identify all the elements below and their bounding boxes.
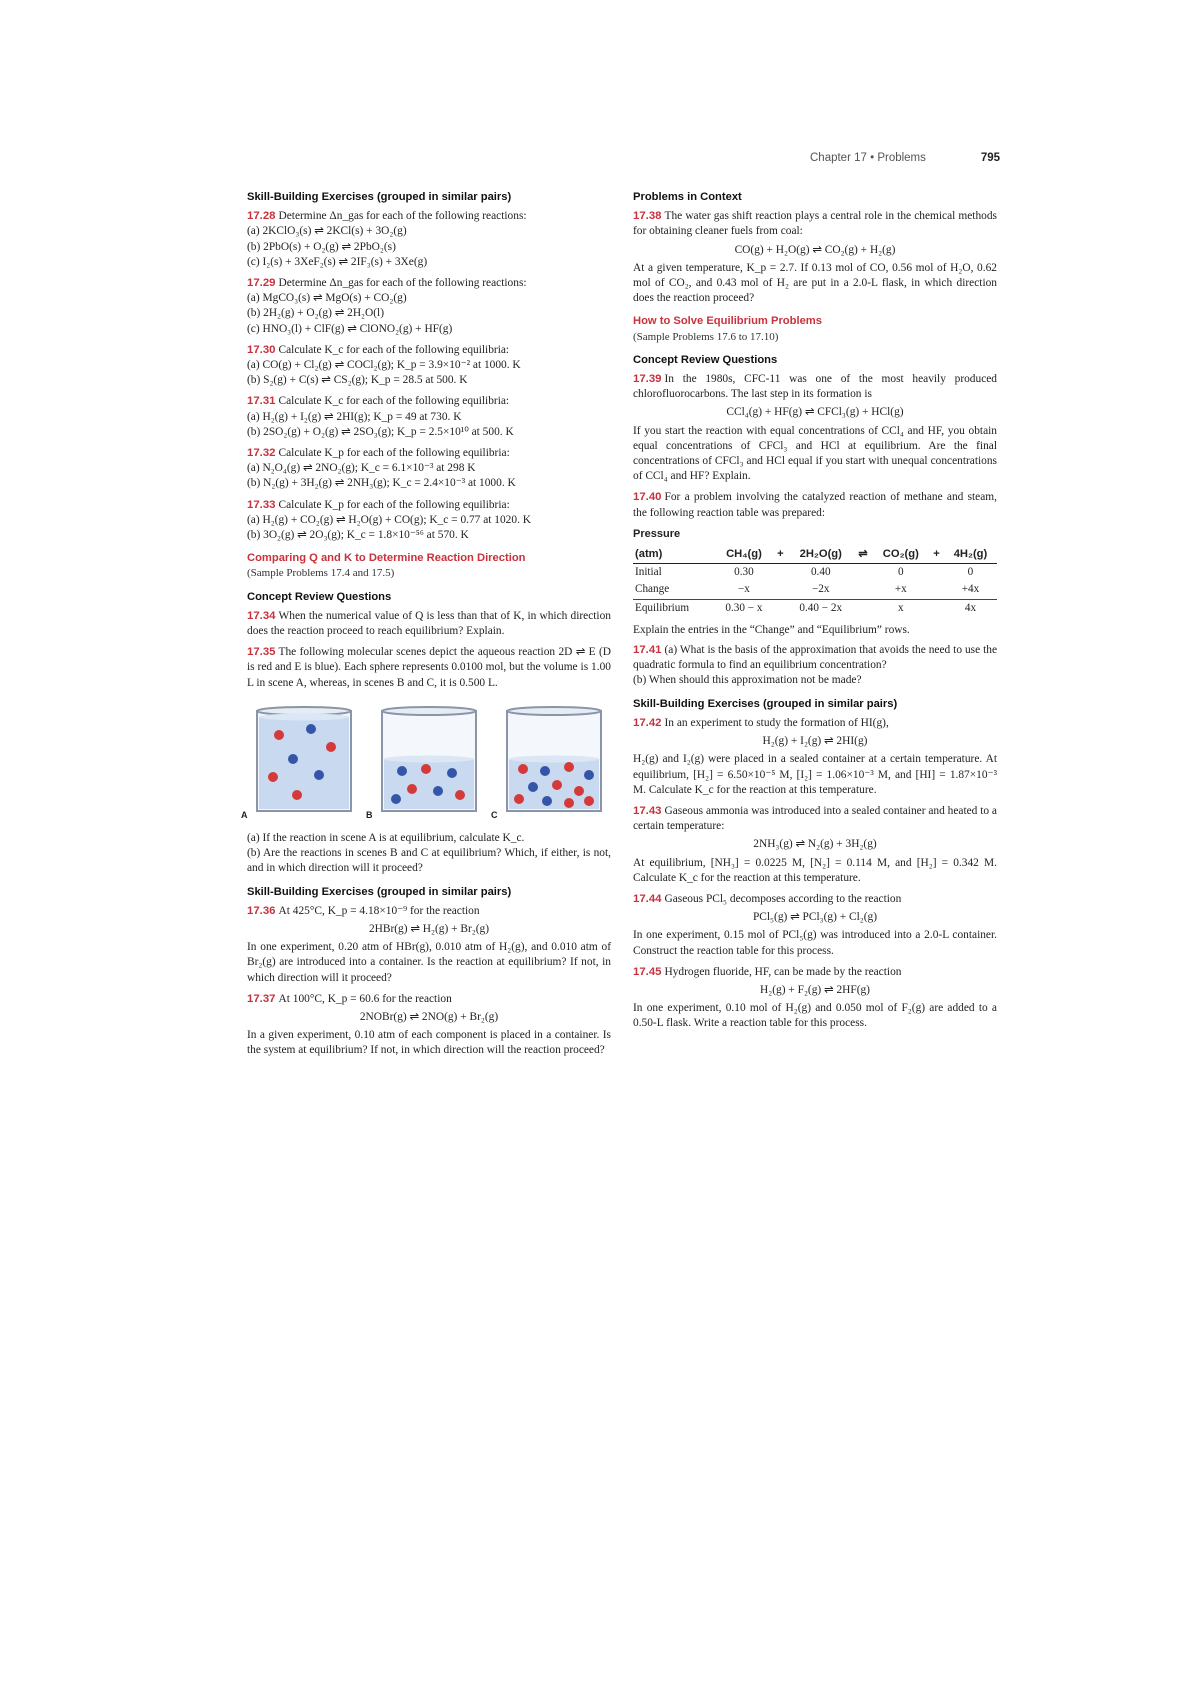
problem-text: In the 1980s, CFC-11 was one of the most heavily produced chlorofluorocarbons. The last step in its formation is — [633, 373, 997, 401]
table-cell — [773, 581, 788, 599]
problem-number: 17.31 — [247, 395, 276, 408]
section-heading: Problems in Context — [633, 191, 742, 203]
problem-part: (a) MgCO₃(s) ⇌ MgO(s) + CO₂(g) — [247, 292, 407, 305]
problem-17-28 — [247, 209, 611, 270]
problem-text: The water gas shift reaction plays a central role in the chemical methods for obtaining cleaner fuels from coal: — [633, 210, 997, 238]
table-header-cell: 2H₂O(g) — [788, 546, 854, 564]
problem-17-32 — [247, 446, 611, 492]
problem-17-38 — [633, 209, 997, 306]
section-heading: Skill-Building Exercises (grouped in similar pairs) — [247, 191, 512, 203]
problem-text: At 425°C, K_p = 4.18×10⁻⁹ for the reaction — [278, 904, 480, 917]
problem-text: Gaseous PCl₅ decomposes according to the reaction — [664, 892, 902, 905]
table-cell — [773, 599, 788, 617]
table-cell: 0 — [898, 566, 904, 579]
problem-number: 17.42 — [633, 716, 662, 729]
page-number: 795 — [980, 152, 1000, 164]
problem-17-37 — [247, 992, 611, 1059]
section-note: (Sample Problems 17.4 and 17.5) — [247, 567, 395, 580]
problem-17-30 — [247, 343, 611, 389]
problem-17-35-parts — [247, 831, 611, 877]
reaction-equation: 2HBr(g) ⇌ H₂(g) + Br₂(g) — [368, 922, 490, 935]
table-header-cell: + — [929, 546, 944, 564]
table-pressure-label: Pressure — [633, 527, 681, 540]
problem-text: In a given experiment, 0.10 atm of each component is placed in a container. Is the system at equilibrium? If not, in which direction will the reaction proceed? — [247, 1029, 611, 1057]
problem-number: 17.36 — [247, 904, 276, 917]
problem-text: For a problem involving the catalyzed reaction of methane and steam, the following reaction table was prepared: — [633, 491, 997, 519]
problem-part: (b) 2PbO(s) + O₂(g) ⇌ 2PbO₂(s) — [247, 240, 396, 253]
problem-17-35 — [247, 645, 611, 691]
problem-number: 17.32 — [247, 447, 276, 460]
problem-number: 17.39 — [633, 373, 662, 386]
table-cell — [854, 581, 873, 599]
problem-part: (b) S₂(g) + C(s) ⇌ CS₂(g); K_p = 28.5 at 500. K — [247, 374, 468, 387]
beaker-label: B — [366, 809, 373, 820]
reaction-equation: H₂(g) + I₂(g) ⇌ 2HI(g) — [762, 735, 868, 748]
problem-text: Calculate K_c for each of the following equilibria: — [278, 395, 510, 408]
problem-text: Calculate K_c for each of the following equilibria: — [278, 343, 510, 356]
table-header-cell: + — [773, 546, 788, 564]
table-row — [633, 599, 997, 617]
problem-17-39 — [633, 372, 997, 484]
problem-17-36 — [247, 904, 611, 986]
problem-part: (a) H₂(g) + I₂(g) ⇌ 2HI(g); K_p = 49 at 730. K — [247, 410, 462, 423]
table-header-cell: (atm) — [633, 546, 715, 564]
problem-17-44 — [633, 892, 997, 959]
problem-text: When the numerical value of Q is less than that of K, in which direction does the reaction proceed to reach equilibrium? Explain. — [247, 609, 611, 638]
beaker-scene-c — [491, 703, 609, 821]
problem-part: (a) If the reaction in scene A is at equilibrium, calculate K_c. — [247, 831, 525, 844]
right-column — [633, 182, 997, 1038]
table-cell: Equilibrium — [633, 599, 715, 617]
beaker-b-illustration — [374, 703, 484, 821]
table-cell: 4x — [944, 599, 997, 617]
problem-part: (a) H₂(g) + CO₂(g) ⇌ H₂O(g) + CO(g); K_c = 0.77 at 1020. K — [247, 513, 531, 526]
section-heading: Skill-Building Exercises (grouped in similar pairs) — [633, 697, 898, 710]
problem-number: 17.29 — [247, 277, 276, 290]
problem-part: (b) 3O₂(g) ⇌ 2O₃(g); K_c = 1.8×10⁻⁵⁶ at 570. K — [247, 529, 469, 542]
problem-part: (b) 2H₂(g) + O₂(g) ⇌ 2H₂O(l) — [247, 307, 385, 320]
problem-part: (a) 2KClO₃(s) ⇌ 2KCl(s) + 3O₂(g) — [247, 225, 407, 238]
table-cell: Initial — [635, 566, 662, 579]
problem-text: In one experiment, 0.15 mol of PCl₅(g) was introduced into a 2.0-L container. Construct the reaction table for this process. — [633, 929, 997, 957]
problem-text: Calculate K_p for each of the following equilibria: — [278, 447, 510, 460]
reaction-equation: PCl₅(g) ⇌ PCl₃(g) + Cl₂(g) — [752, 911, 878, 924]
table-header-cell: ⇌ — [854, 546, 873, 564]
problem-part: (c) HNO₃(l) + ClF(g) ⇌ ClONO₂(g) + HF(g) — [247, 322, 453, 335]
reaction-equation: CO(g) + H₂O(g) ⇌ CO₂(g) + H₂(g) — [734, 243, 896, 256]
problem-text: Determine Δn_gas for each of the following reactions: — [278, 277, 527, 290]
problem-text: Hydrogen fluoride, HF, can be made by the reaction — [664, 965, 902, 978]
problem-text: At a given temperature, K_p = 2.7. If 0.13 mol of CO, 0.56 mol of H₂O, 0.62 mol of CO₂, and 0.43 mol of H₂ are put in a 2.0-L flask, in which direction does the reaction proceed? — [633, 261, 997, 305]
problem-number: 17.35 — [247, 646, 276, 659]
section-note: (Sample Problems 17.6 to 17.10) — [633, 330, 779, 343]
problem-text: Calculate K_p for each of the following equilibria: — [278, 498, 510, 511]
problem-17-34 — [247, 609, 611, 639]
problem-part: (b) Are the reactions in scenes B and C at equilibrium? Which, if either, is not, and in which direction will it proceed? — [247, 847, 611, 875]
table-cell: 0.40 − 2x — [788, 599, 854, 617]
problem-17-40 — [633, 490, 997, 520]
problem-number: 17.28 — [247, 210, 276, 223]
table-cell: −x — [738, 583, 750, 596]
table-header-row — [633, 546, 997, 564]
problem-part: (b) N₂(g) + 3H₂(g) ⇌ 2NH₃(g); K_c = 2.4×10⁻³ at 1000. K — [247, 477, 516, 490]
problem-part: (b) 2SO₂(g) + O₂(g) ⇌ 2SO₃(g); K_p = 2.5×10¹⁰ at 500. K — [247, 425, 514, 438]
table-cell: 0 — [967, 566, 974, 579]
problem-part: (b) When should this approximation not be made? — [633, 674, 862, 687]
table-cell: +x — [894, 583, 907, 596]
table-header-cell: 4H₂(g) — [944, 546, 997, 564]
problem-part: (a) What is the basis of the approximation that avoids the need to use the quadratic formula to find an equilibrium concentration? — [633, 644, 997, 672]
table-cell: +4x — [961, 583, 980, 596]
table-cell: Change — [635, 583, 670, 596]
problem-text: In one experiment, 0.20 atm of HBr(g), 0.010 atm of H₂(g), and 0.010 atm of Br₂(g) are introduced into a container. Is the reaction at equilibrium? If not, in which direction will it proceed? — [247, 941, 611, 984]
problem-17-33 — [247, 498, 611, 544]
running-head — [810, 152, 1000, 164]
beaker-scene-b — [366, 703, 484, 821]
table-cell: 0.30 − x — [715, 599, 773, 617]
section-heading: Concept Review Questions — [633, 353, 778, 366]
beaker-scenes — [241, 703, 611, 821]
problem-number: 17.33 — [247, 498, 276, 511]
table-cell — [929, 599, 944, 617]
beaker-a-illustration — [249, 703, 359, 821]
table-row — [633, 564, 997, 582]
left-column — [241, 182, 611, 1065]
problem-number: 17.41 — [633, 644, 662, 657]
problem-text: In one experiment, 0.10 mol of H₂(g) and 0.050 mol of F₂(g) are added to a 0.50-L flask. Write a reaction table for this process. — [633, 1002, 997, 1030]
problem-number: 17.40 — [633, 491, 662, 504]
section-heading: Concept Review Questions — [247, 590, 392, 603]
problem-text: At equilibrium, [NH₃] = 0.0225 M, [N₂] = 0.114 M, and [H₂] = 0.342 M. Calculate K_c for the reaction at this temperature. — [633, 856, 997, 884]
table-cell — [929, 581, 944, 599]
beaker-label: A — [241, 809, 248, 820]
problem-text: H₂(g) and I₂(g) were placed in a sealed container at a certain temperature. At equilibrium, [H₂] = 6.50×10⁻⁵ M, [I₂] = 1.06×10⁻³ M, and [HI] = 1.87×10⁻³ M. Calculate K_c for the reaction at this temperature. — [633, 753, 997, 796]
problem-number: 17.44 — [633, 892, 662, 905]
problem-number: 17.30 — [247, 343, 276, 356]
problem-number: 17.43 — [633, 804, 662, 817]
problem-text: Gaseous ammonia was introduced into a sealed container and heated to a certain temperature: — [633, 804, 997, 833]
problem-text: Explain the entries in the “Change” and “Equilibrium” rows. — [633, 623, 910, 636]
problem-17-31 — [247, 394, 611, 440]
problem-text: The following molecular scenes depict the aqueous reaction 2D ⇌ E (D is red and E is blue). Each sphere represents 0.0100 mol, but the volume is 1.00 L in scene A, whereas, in scenes B and C, it is 0.500 L. — [247, 646, 611, 689]
problem-text: If you start the reaction with equal concentrations of CCl₄ and HF, you obtain equal concentrations of CFCl₃ and HCl at equilibrium. Are the final concentrations of CFCl₃ and HCl equal if you start with unequal concentrations of CCl₄ and HF? Explain. — [633, 424, 997, 483]
problem-part: (a) CO(g) + Cl₂(g) ⇌ COCl₂(g); K_p = 3.9×10⁻² at 1000. K — [247, 359, 521, 372]
problem-17-43 — [633, 804, 997, 886]
table-cell — [854, 599, 873, 617]
problem-17-29 — [247, 276, 611, 337]
section-heading: Comparing Q and K to Determine Reaction Direction — [247, 552, 526, 565]
problem-17-45 — [633, 965, 997, 1032]
table-cell: −2x — [811, 583, 830, 596]
table-cell: x — [873, 599, 930, 617]
chapter-label: Chapter 17 • Problems — [810, 152, 926, 164]
problem-text: In an experiment to study the formation of HI(g), — [664, 716, 889, 729]
table-cell: 0.30 — [734, 566, 754, 579]
problem-number: 17.38 — [633, 210, 662, 223]
problem-part: (c) I₂(s) + 3XeF₂(s) ⇌ 2IF₃(s) + 3Xe(g) — [247, 255, 428, 268]
problem-number: 17.34 — [247, 609, 276, 622]
section-heading: How to Solve Equilibrium Problems — [633, 315, 822, 328]
table-cell — [773, 564, 788, 582]
reaction-equation: CCl₄(g) + HF(g) ⇌ CFCl₃(g) + HCl(g) — [726, 406, 904, 419]
beaker-scene-a — [241, 703, 359, 821]
reaction-equation: 2NOBr(g) ⇌ 2NO(g) + Br₂(g) — [359, 1010, 499, 1023]
problem-number: 17.45 — [633, 965, 662, 978]
reaction-equation: H₂(g) + F₂(g) ⇌ 2HF(g) — [760, 983, 870, 996]
problem-17-41 — [633, 643, 997, 689]
reaction-table — [633, 546, 997, 617]
table-cell — [854, 564, 873, 582]
problem-part: (a) N₂O₄(g) ⇌ 2NO₂(g); K_c = 6.1×10⁻³ at 298 K — [247, 462, 476, 475]
section-heading: Skill-Building Exercises (grouped in similar pairs) — [247, 885, 512, 898]
table-row — [633, 581, 997, 599]
table-cell — [929, 564, 944, 582]
beaker-c-illustration — [499, 703, 609, 821]
table-header-cell: CH₄(g) — [715, 546, 773, 564]
problem-text: Determine Δn_gas for each of the following reactions: — [278, 210, 527, 223]
beaker-label: C — [491, 809, 498, 820]
table-cell: 0.40 — [810, 566, 831, 579]
problem-text: At 100°C, K_p = 60.6 for the reaction — [278, 992, 452, 1005]
problem-17-42 — [633, 716, 997, 798]
reaction-equation: 2NH₃(g) ⇌ N₂(g) + 3H₂(g) — [753, 838, 877, 851]
table-header-cell: CO₂(g) — [873, 546, 930, 564]
problem-number: 17.37 — [247, 992, 276, 1005]
